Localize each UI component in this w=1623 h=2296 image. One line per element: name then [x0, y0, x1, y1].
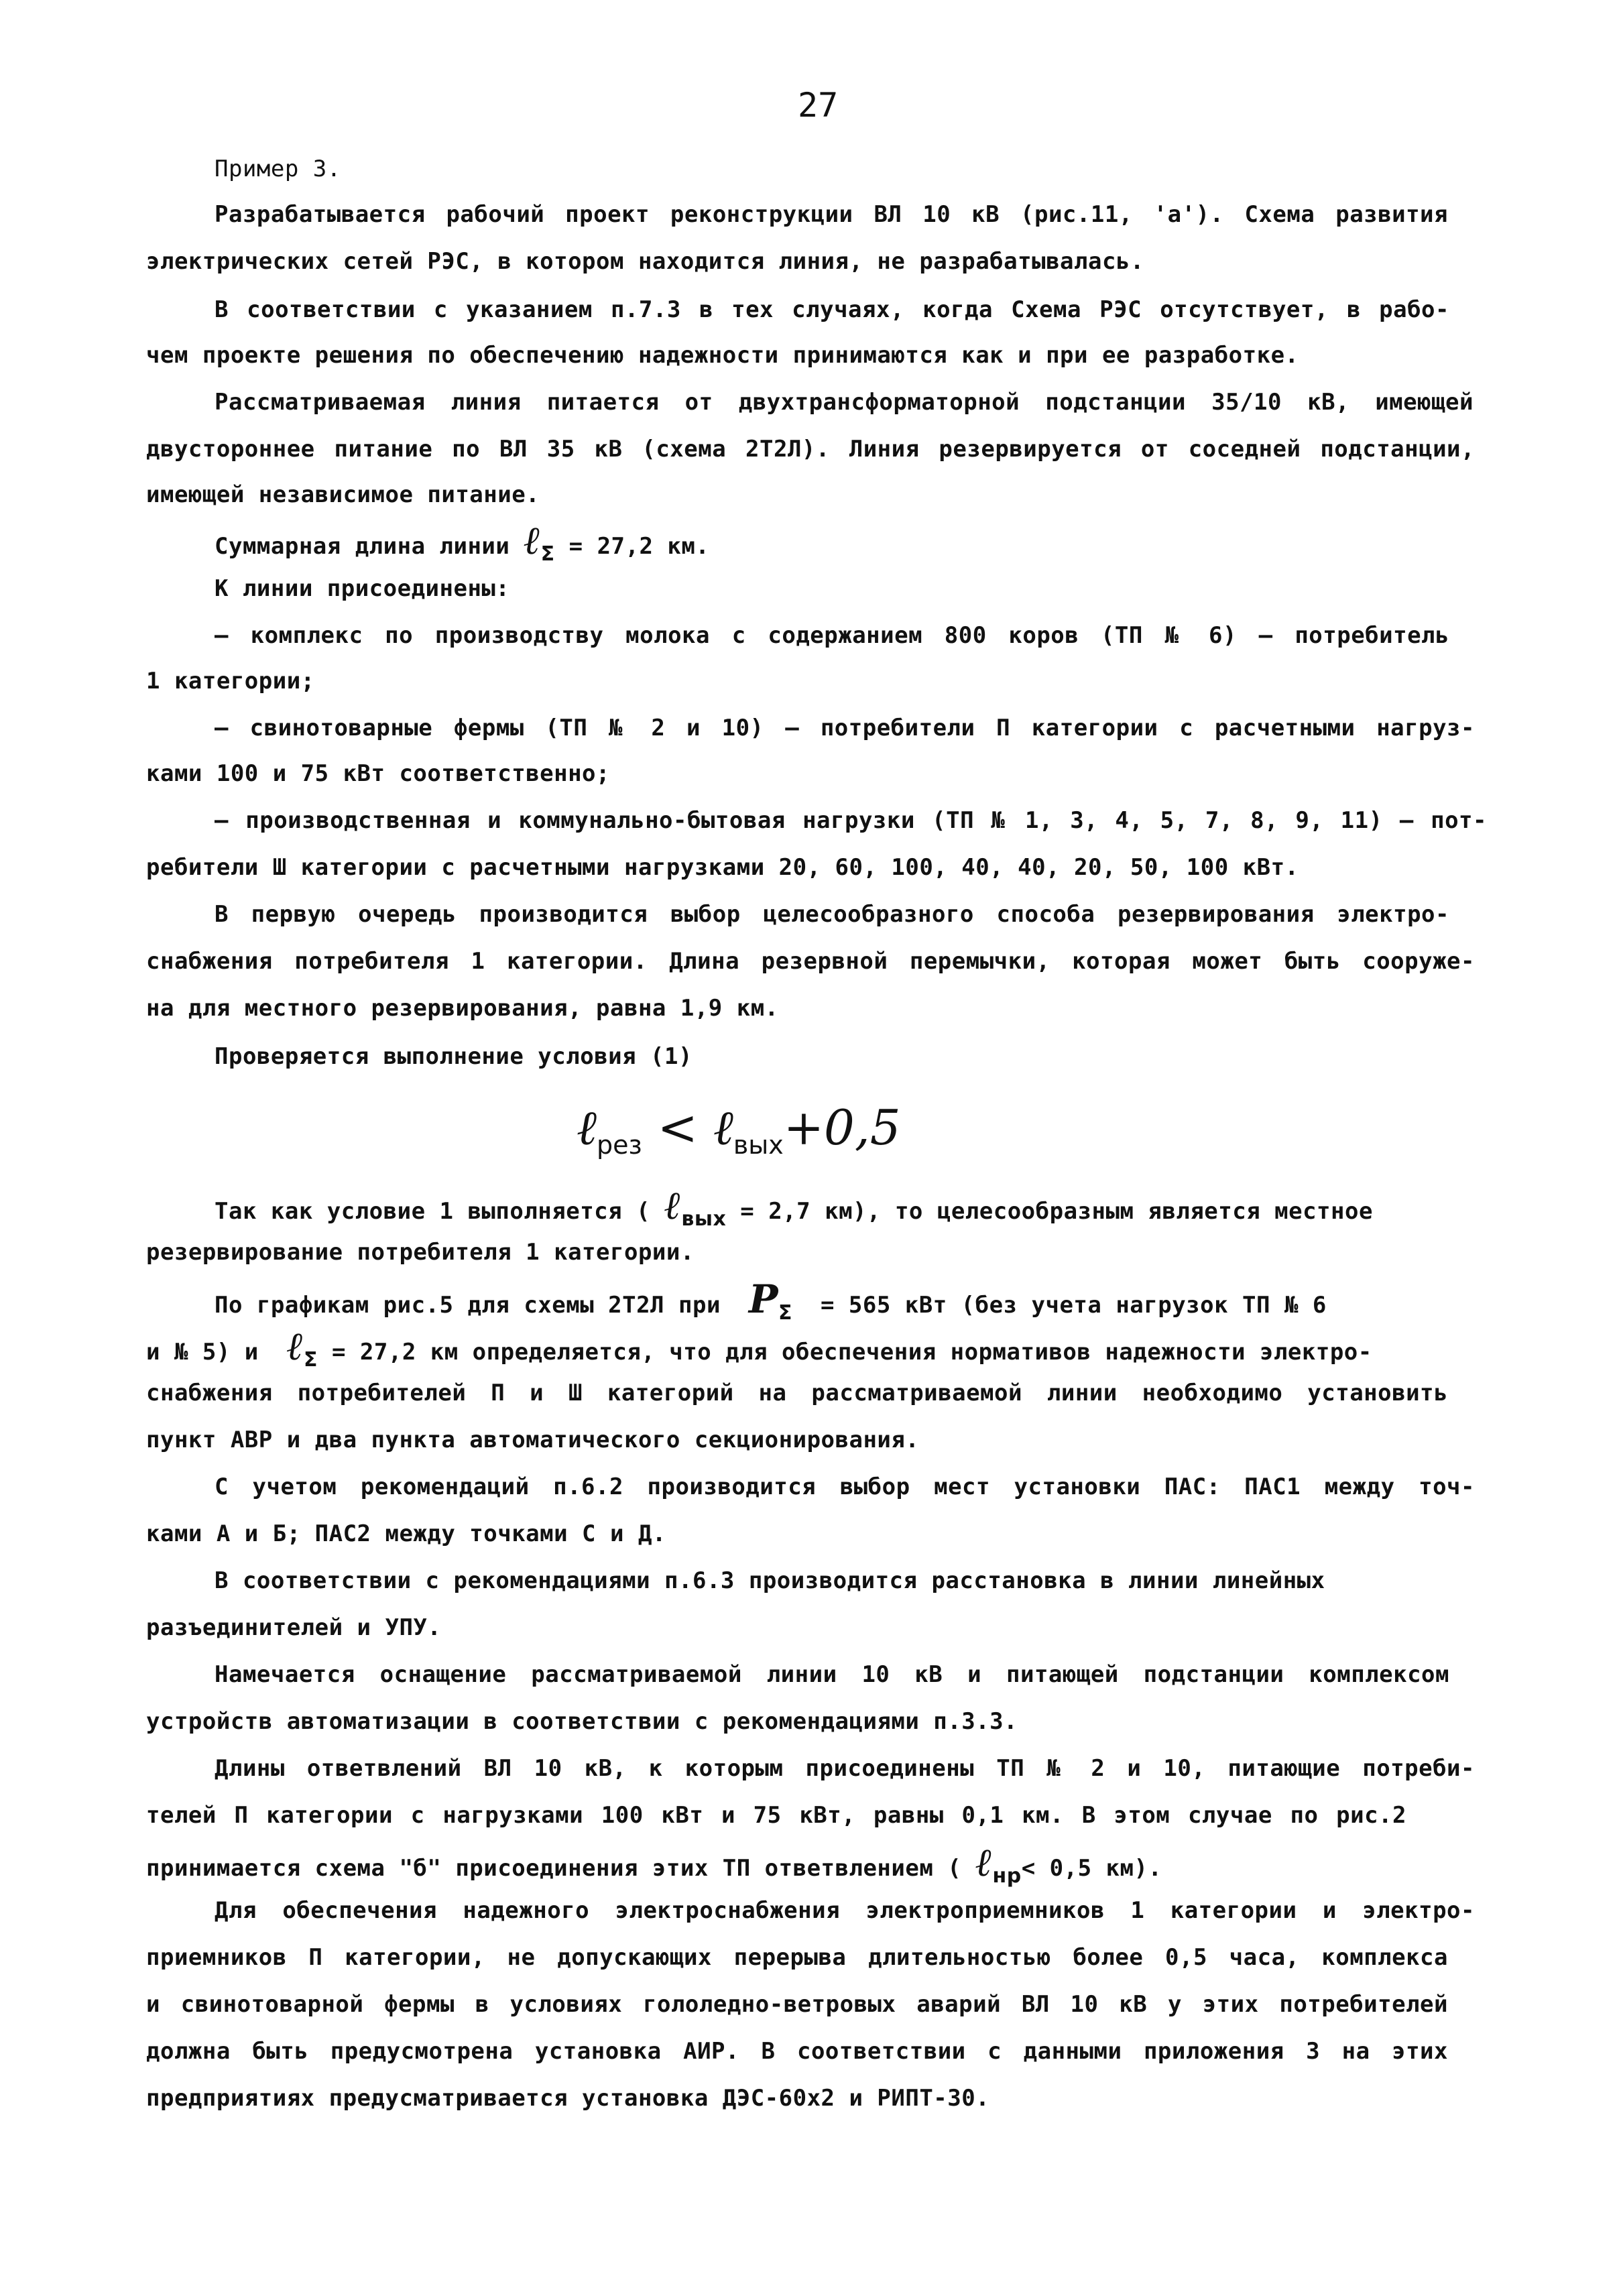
list-item: – производственная и коммунально-бытовая нагрузки (ТП № 1, 3, 4, 5, 7, 8, 9, 11) – пот-	[215, 807, 1487, 834]
text-line: разъединителей и УПУ.	[146, 1614, 442, 1641]
text-line: Проверяется выполнение условия (1)	[215, 1043, 693, 1070]
text-line: К линии присоединены:	[215, 575, 510, 602]
list-item-cont: ребители Ш категории с расчетными нагрузками 20, 60, 100, 40, 40, 20, 50, 100 кВт.	[146, 854, 1299, 881]
text-line: и свинотоварной фермы в условиях гололедно-ветровых аварий ВЛ 10 кВ у этих потребителей	[146, 1991, 1448, 2018]
text-line: Для обеспечения надежного электроснабжения электроприемников 1 категории и электро-	[215, 1897, 1475, 1924]
text-line: В первую очередь производится выбор целесообразного способа резервирования электро-	[215, 901, 1449, 928]
p10-line: принимается схема "б" присоединения этих ТП ответвлением ( ℓ$_{нр}$< 0,5 км).	[146, 1839, 1162, 1888]
text-line: чем проекте решения по обеспечению надежности принимаются как и при ее разработке.	[146, 342, 1299, 369]
text-line: резервирование потребителя 1 категории.	[146, 1239, 695, 1266]
text-line: телей П категории с нагрузками 100 кВт и 75 кВт, равны 0,1 км. В этом случае по рис.2	[146, 1802, 1406, 1829]
text-line: Намечается оснащение рассматриваемой линии 10 кВ и питающей подстанции комплексом	[215, 1661, 1449, 1688]
p6-line: По графикам рис.5 для схемы 2Т2Л при $P_\Sigma = 565$ кВт (без учета нагрузок ТП № 6	[215, 1276, 1327, 1325]
text-line: В соответствии с рекомендациями п.6.3 производится расстановка в линии линейных	[215, 1567, 1325, 1594]
list-item: – свинотоварные фермы (ТП № 2 и 10) – потребители П категории с расчетными нагруз-	[215, 715, 1475, 741]
text-line: снабжения потребителей П и Ш категорий на рассматриваемой линии необходимо установить	[146, 1380, 1448, 1406]
text-line: Разрабатывается рабочий проект реконструкции ВЛ 10 кВ (рис.11, 'a'). Схема развития	[215, 201, 1448, 228]
list-item-cont: 1 категории;	[146, 668, 315, 694]
list-item-cont: ками 100 и 75 кВт соответственно;	[146, 760, 611, 787]
condition-formula: ℓ$_{рез}$ < ℓ$_{вых}$+0,5	[577, 1099, 901, 1160]
text-line: электрических сетей РЭС, в котором находится линия, не разрабатывалась.	[146, 248, 1144, 275]
text-line: предприятиях предусматривается установка ДЭС-60х2 и РИПТ-30.	[146, 2085, 990, 2112]
text-line: должна быть предусмотрена установка АИР. В соответствии с данными приложения 3 на этих	[146, 2038, 1448, 2065]
l-sigma-symbol: ℓ$_\Sigma$	[524, 518, 555, 566]
l-sigma-symbol: ℓ$_\Sigma$	[286, 1323, 318, 1372]
text-line: устройств автоматизации в соответствии с рекомендациями п.3.3.	[146, 1708, 1018, 1735]
p6-line: и № 5) и ℓ$_\Sigma$ = 27,2 км определяется, что для обеспечения нормативов надежности электро-	[146, 1323, 1372, 1372]
list-item: – комплекс по производству молока с содержанием 800 коров (ТП № 6) – потребитель	[215, 622, 1449, 649]
page-number: 27	[798, 86, 839, 125]
sum-length-line: Суммарная длина линии ℓ$_\Sigma$ = 27,2 км.	[215, 518, 710, 566]
text-line: С учетом рекомендаций п.6.2 производится выбор мест установки ПАС: ПАС1 между точ-	[215, 1473, 1475, 1500]
text-line: пункт АВР и два пункта автоматического секционирования.	[146, 1427, 920, 1453]
text-line: Длины ответвлений ВЛ 10 кВ, к которым присоединены ТП № 2 и 10, питающие потреби-	[215, 1755, 1475, 1782]
l-np-symbol: ℓ$_{нр}$	[975, 1839, 1022, 1888]
p-sigma-symbol: $P_\Sigma$	[748, 1276, 792, 1325]
text-line: двустороннее питание по ВЛ 35 кВ (схема 2Т2Л). Линия резервируется от соседней подстанции,	[146, 436, 1475, 463]
example-heading: Пример 3.	[215, 156, 341, 182]
text-line: на для местного резервирования, равна 1,9 км.	[146, 995, 779, 1022]
l-vyh-symbol: ℓ$_{вых}$	[664, 1183, 727, 1231]
text-line: приемников П категории, не допускающих перерыва длительностью более 0,5 часа, комплекса	[146, 1944, 1448, 1971]
text-line: имеющей независимое питание.	[146, 481, 540, 508]
text-line: снабжения потребителя 1 категории. Длина резервной перемычки, которая может быть сооруже-	[146, 948, 1475, 975]
text-line: В соответствии с указанием п.7.3 в тех случаях, когда Схема РЭС отсутствует, в рабо-	[215, 296, 1449, 323]
text-line: ками А и Б; ПАС2 между точками С и Д.	[146, 1520, 666, 1547]
text-line: Рассматриваемая линия питается от двухтрансформаторной подстанции 35/10 кВ, имеющей	[215, 389, 1474, 416]
p5-line: Так как условие 1 выполняется ( ℓ$_{вых}$ = 2,7 км), то целесообразным является местное	[215, 1183, 1373, 1231]
